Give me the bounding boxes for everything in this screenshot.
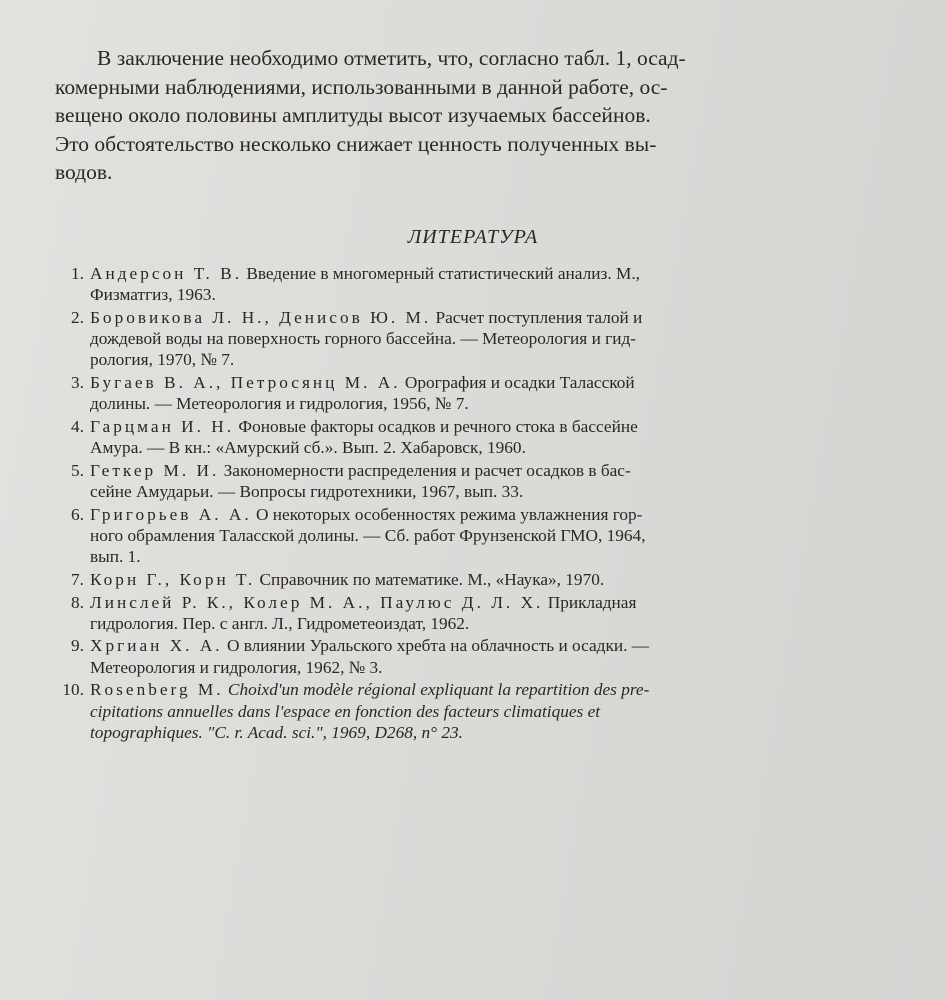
reference-line: Метеорология и гидрология, 1962, № 3. (90, 657, 383, 677)
reference-title: О некоторых особенностях режима увлажнения гор- (251, 504, 643, 524)
reference-item (50, 592, 920, 634)
reference-line: дождевой воды на поверхность горного бассейна. — Метеорология и гид- (90, 329, 637, 349)
reference-number: 5. (71, 460, 84, 480)
reference-line (90, 416, 920, 437)
reference-line: Амура. — В кн.: «Амурский сб.». Вып. 2. Хабаровск, 1960. (90, 438, 526, 458)
reference-item (50, 504, 920, 568)
reference-authors: Андерсон Т. В. (90, 264, 243, 283)
reference-title: Закономерности распределения и расчет осадков в бас- (219, 460, 631, 480)
reference-line: рология, 1970, № 7. (90, 350, 235, 370)
reference-authors: Бугаев В. А., Петросянц М. А. (90, 373, 401, 393)
paragraph-line: Это обстоятельство несколько снижает ценность полученных вы- (55, 131, 657, 156)
reference-item (50, 679, 920, 743)
reference-item (50, 569, 920, 590)
reference-authors: Хргиан Х. А. (90, 636, 223, 656)
paragraph-line: вещено около половины амплитуды высот изучаемых бассейнов. (55, 103, 651, 127)
reference-item (50, 307, 920, 371)
reference-number: 6. (71, 504, 84, 524)
reference-item (50, 460, 920, 502)
reference-number: 2. (71, 307, 84, 327)
reference-line (90, 569, 920, 590)
reference-line: гидрология. Пер. с англ. Л., Гидрометеоиздат, 1962. (90, 613, 470, 633)
reference-number: 4. (71, 416, 84, 436)
references-list (50, 263, 920, 744)
conclusion-paragraph (55, 44, 915, 187)
reference-title: Орография и осадки Таласской (400, 373, 635, 393)
reference-authors: Линслей Р. К., Колер М. А., Паулюс Д. Л. Х. (90, 592, 544, 612)
reference-line (90, 592, 920, 613)
reference-line (90, 307, 920, 328)
reference-item (50, 416, 920, 458)
reference-line (90, 504, 920, 525)
reference-authors: Геткер М. И. (90, 460, 220, 480)
reference-title: Расчет поступления талой и (431, 307, 643, 327)
reference-line (90, 679, 920, 700)
reference-line (90, 460, 920, 481)
reference-line (90, 372, 920, 393)
reference-item (50, 635, 920, 677)
reference-number: 10. (62, 680, 84, 700)
reference-line: сейне Амударьи. — Вопросы гидротехники, 1967, вып. 33. (90, 482, 524, 502)
reference-title: Прикладная (543, 592, 637, 612)
reference-title: Введение в многомерный статистический анализ. М., (242, 264, 640, 283)
reference-line (90, 263, 920, 284)
reference-line: ного обрамления Таласской долины. — Сб. работ Фрунзенской ГМО, 1964, (90, 525, 646, 545)
reference-authors: Корн Г., Корн Т. (90, 569, 256, 589)
reference-authors: Rosenberg M. (90, 680, 224, 700)
reference-number: 1. (71, 264, 84, 283)
reference-item (50, 263, 920, 305)
reference-title: Справочник по математике. М., «Наука», 1970. (255, 569, 605, 589)
reference-authors: Гарцман И. Н. (90, 416, 235, 436)
paragraph-line: В заключение необходимо отметить, что, согласно табл. 1, осад- (97, 46, 686, 70)
reference-line: topographiques. "C. r. Acad. sci.", 1969, D268, n° 23. (90, 722, 463, 742)
paragraph-line: водов. (55, 160, 113, 184)
references-heading: ЛИТЕРАТУРА (407, 226, 539, 248)
reference-number: 9. (71, 636, 84, 656)
reference-item (50, 372, 920, 414)
reference-title: Фоновые факторы осадков и речного стока в бассейне (234, 416, 638, 436)
reference-number: 3. (71, 373, 84, 393)
reference-number: 8. (71, 592, 84, 612)
paragraph-line: комерными наблюдениями, использованными в данной работе, ос- (55, 74, 668, 99)
reference-line: долины. — Метеорология и гидрология, 1956, № 7. (90, 394, 469, 414)
reference-line: вып. 1. (90, 547, 141, 567)
reference-title: О влиянии Уральского хребта на облачность и осадки. — (222, 636, 650, 656)
reference-title: Choixd'un modèle régional expliquant la repartition des pre- (223, 680, 650, 700)
reference-number: 7. (71, 569, 84, 589)
reference-authors: Григорьев А. А. (90, 504, 252, 524)
reference-line: cipitations annuelles dans l'espace en fonction des facteurs climatiques et (90, 701, 601, 721)
reference-line (90, 635, 920, 656)
reference-authors: Боровикова Л. Н., Денисов Ю. М. (90, 307, 432, 327)
reference-line: Физматгиз, 1963. (90, 285, 216, 305)
